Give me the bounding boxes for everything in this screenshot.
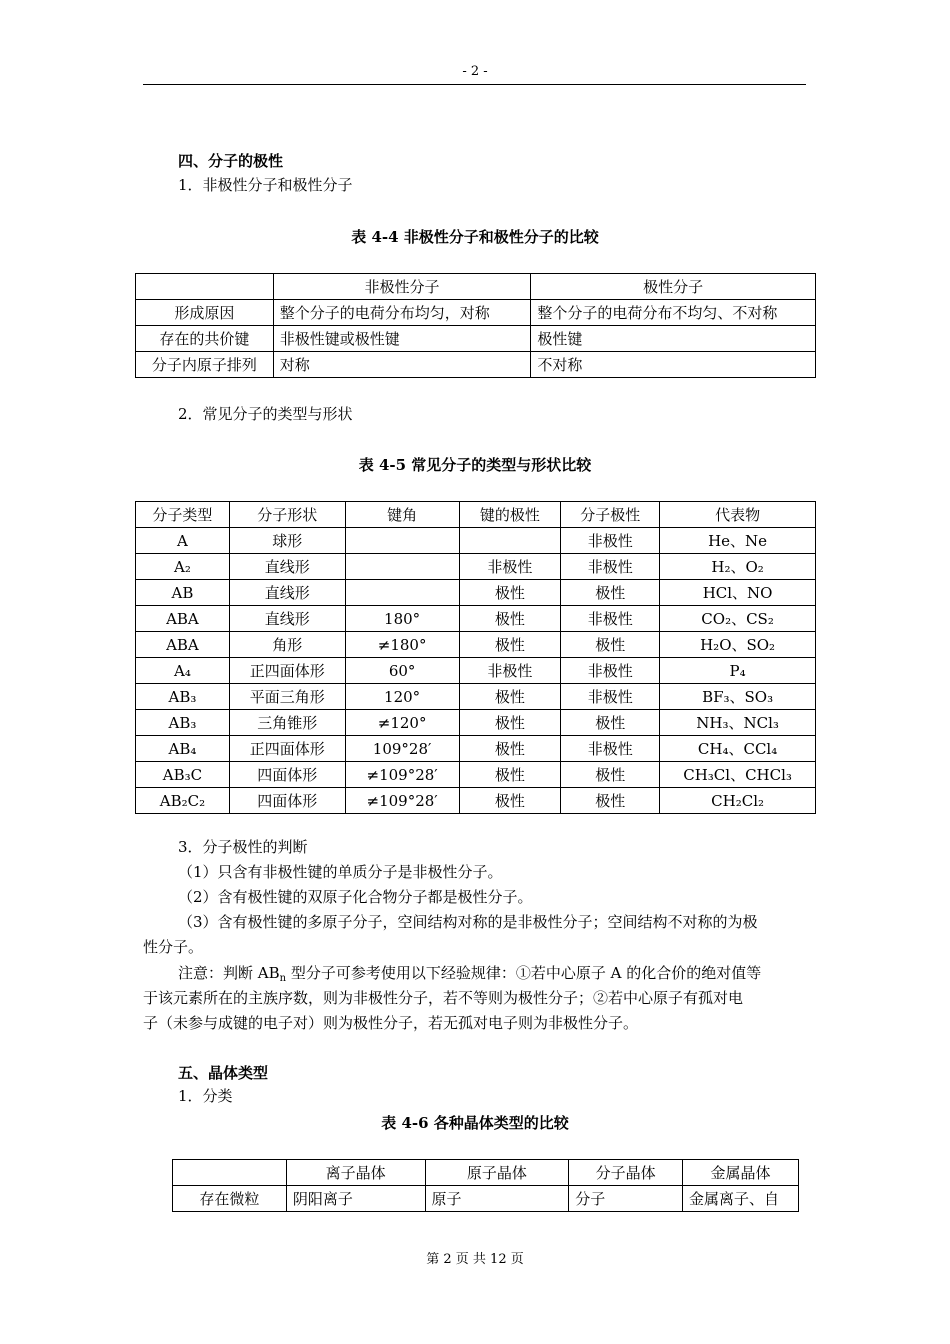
table-cell: 极性 [459, 788, 561, 814]
header-cell: 代表物 [660, 502, 816, 528]
table-cell: 极性 [459, 632, 561, 658]
table-cell: 存在的共价键 [136, 326, 274, 352]
rule-2: （2）含有极性键的双原子化合物分子都是极性分子。 [178, 888, 533, 906]
section-5-title: 五、晶体类型 [178, 1064, 269, 1082]
table-cell [345, 528, 459, 554]
table-cell: 金属离子、自 [683, 1186, 799, 1212]
header-cell: 分子极性 [561, 502, 660, 528]
table-cell: BF₃、SO₃ [660, 684, 816, 710]
table-cell: ≠120° [345, 710, 459, 736]
table-cell [345, 580, 459, 606]
table-cell: 四面体形 [229, 762, 345, 788]
table-cell: CH₂Cl₂ [660, 788, 816, 814]
rule-3-line-1: （3）含有极性键的多原子分子，空间结构对称的是非极性分子；空间结构不对称的为极 [178, 913, 758, 931]
table-cell: AB [136, 580, 230, 606]
table-cell: NH₃、NCl₃ [660, 710, 816, 736]
table-cell: 120° [345, 684, 459, 710]
table-row [136, 352, 816, 378]
table-row [136, 788, 816, 814]
rule-1: （1）只含有非极性键的单质分子是非极性分子。 [178, 863, 503, 881]
table-cell: 109°28′ [345, 736, 459, 762]
subsection-5-1: 1．分类 [178, 1087, 233, 1105]
table-cell: H₂、O₂ [660, 554, 816, 580]
header-page-number: - 2 - [462, 64, 488, 79]
table-row [136, 528, 816, 554]
table-cell: A₄ [136, 658, 230, 684]
section-4-title: 四、分子的极性 [178, 152, 284, 170]
subsection-4-3: 3．分子极性的判断 [178, 838, 308, 856]
header-cell: 分子形状 [229, 502, 345, 528]
table-row [136, 606, 816, 632]
note-text: 型分子可参考使用以下经验规律：①若中心原子 A 的化合价的绝对值等 [286, 964, 762, 982]
table-cell: A [136, 528, 230, 554]
table-row [136, 762, 816, 788]
table-4-6-caption: 表 4-6 各种晶体类型的比较 [381, 1114, 569, 1132]
table-row [136, 710, 816, 736]
table-cell: ABA [136, 632, 230, 658]
table-cell: HCl、NO [660, 580, 816, 606]
table-cell: 极性 [459, 684, 561, 710]
table-cell: 三角锥形 [229, 710, 345, 736]
table-row [136, 580, 816, 606]
table-row [136, 658, 816, 684]
table-header-row [136, 502, 816, 528]
header-cell [136, 274, 274, 300]
footer-page-info: 第 2 页 共 12 页 [426, 1252, 524, 1267]
table-4-6 [172, 1159, 799, 1212]
table-cell: 极性 [459, 710, 561, 736]
table-cell: 分子 [569, 1186, 683, 1212]
header-rule [143, 84, 806, 85]
header-cell: 键角 [345, 502, 459, 528]
table-cell: 非极性 [561, 528, 660, 554]
table-cell [345, 554, 459, 580]
table-cell: 非极性 [561, 554, 660, 580]
header-cell [173, 1160, 287, 1186]
table-cell: 直线形 [229, 606, 345, 632]
table-cell: 极性 [561, 580, 660, 606]
table-cell: H₂O、SO₂ [660, 632, 816, 658]
table-cell: 极性键 [531, 326, 816, 352]
table-4-4-caption: 表 4-4 非极性分子和极性分子的比较 [351, 228, 599, 246]
header-cell: 键的极性 [459, 502, 561, 528]
table-cell: 极性 [561, 710, 660, 736]
table-row [136, 632, 816, 658]
table-cell: 球形 [229, 528, 345, 554]
table-cell: CH₃Cl、CHCl₃ [660, 762, 816, 788]
table-cell: 60° [345, 658, 459, 684]
table-row [136, 736, 816, 762]
table-cell: 非极性 [561, 658, 660, 684]
table-cell: 四面体形 [229, 788, 345, 814]
subsection-4-2: 2．常见分子的类型与形状 [178, 405, 353, 423]
table-cell: AB₃ [136, 684, 230, 710]
table-4-5 [135, 501, 816, 814]
table-cell: CO₂、CS₂ [660, 606, 816, 632]
header-cell: 非极性分子 [273, 274, 531, 300]
table-cell [459, 528, 561, 554]
header-cell: 分子晶体 [569, 1160, 683, 1186]
table-cell: 180° [345, 606, 459, 632]
table-4-5-caption: 表 4-5 常见分子的类型与形状比较 [358, 456, 592, 474]
table-cell: 非极性 [459, 554, 561, 580]
subsection-4-1: 1．非极性分子和极性分子 [178, 176, 353, 194]
table-cell: 正四面体形 [229, 658, 345, 684]
table-row [136, 684, 816, 710]
table-cell: 非极性 [561, 684, 660, 710]
table-cell: 非极性 [459, 658, 561, 684]
note-line-1 [178, 960, 761, 986]
table-cell: 不对称 [531, 352, 816, 378]
table-cell: A₂ [136, 554, 230, 580]
table-cell: P₄ [660, 658, 816, 684]
table-cell: 整个分子的电荷分布均匀，对称 [273, 300, 531, 326]
table-row [136, 326, 816, 352]
table-cell: ≠109°28′ [345, 762, 459, 788]
table-cell: 形成原因 [136, 300, 274, 326]
table-cell: 极性 [561, 632, 660, 658]
table-cell: 分子内原子排列 [136, 352, 274, 378]
table-cell: 平面三角形 [229, 684, 345, 710]
table-row [173, 1186, 799, 1212]
header-cell: 金属晶体 [683, 1160, 799, 1186]
header-cell: 分子类型 [136, 502, 230, 528]
table-cell: 极性 [561, 788, 660, 814]
table-cell: 正四面体形 [229, 736, 345, 762]
table-cell: ≠180° [345, 632, 459, 658]
table-cell: 原子 [425, 1186, 569, 1212]
table-cell: AB₃C [136, 762, 230, 788]
table-cell: 非极性 [561, 736, 660, 762]
table-cell: AB₄ [136, 736, 230, 762]
table-cell: 整个分子的电荷分布不均匀、不对称 [531, 300, 816, 326]
table-cell: 阴阳离子 [286, 1186, 425, 1212]
note-line-3: 子（未参与成键的电子对）则为极性分子，若无孤对电子则为非极性分子。 [143, 1014, 639, 1032]
table-cell: He、Ne [660, 528, 816, 554]
table-header-row [136, 274, 816, 300]
note-text: 注意：判断 AB [178, 964, 280, 982]
rule-3-line-2: 性分子。 [143, 938, 204, 956]
table-cell: 非极性 [561, 606, 660, 632]
header-cell: 极性分子 [531, 274, 816, 300]
table-cell: ≠109°28′ [345, 788, 459, 814]
table-cell: 存在微粒 [173, 1186, 287, 1212]
table-cell: 极性 [459, 606, 561, 632]
table-cell: 极性 [459, 762, 561, 788]
table-row [136, 300, 816, 326]
table-cell: AB₃ [136, 710, 230, 736]
table-cell: 极性 [561, 762, 660, 788]
table-cell: 直线形 [229, 580, 345, 606]
header-cell: 原子晶体 [425, 1160, 569, 1186]
table-cell: 角形 [229, 632, 345, 658]
table-cell: CH₄、CCl₄ [660, 736, 816, 762]
table-cell: AB₂C₂ [136, 788, 230, 814]
table-cell: 极性 [459, 580, 561, 606]
table-cell: 直线形 [229, 554, 345, 580]
table-header-row [173, 1160, 799, 1186]
header-cell: 离子晶体 [286, 1160, 425, 1186]
table-cell: ABA [136, 606, 230, 632]
table-row [136, 554, 816, 580]
note-line-2: 于该元素所在的主族序数，则为非极性分子，若不等则为极性分子；②若中心原子有孤对电 [143, 989, 744, 1007]
table-cell: 对称 [273, 352, 531, 378]
table-cell: 极性 [459, 736, 561, 762]
note-subscript: n [279, 973, 287, 984]
table-4-4 [135, 273, 816, 378]
table-cell: 非极性键或极性键 [273, 326, 531, 352]
